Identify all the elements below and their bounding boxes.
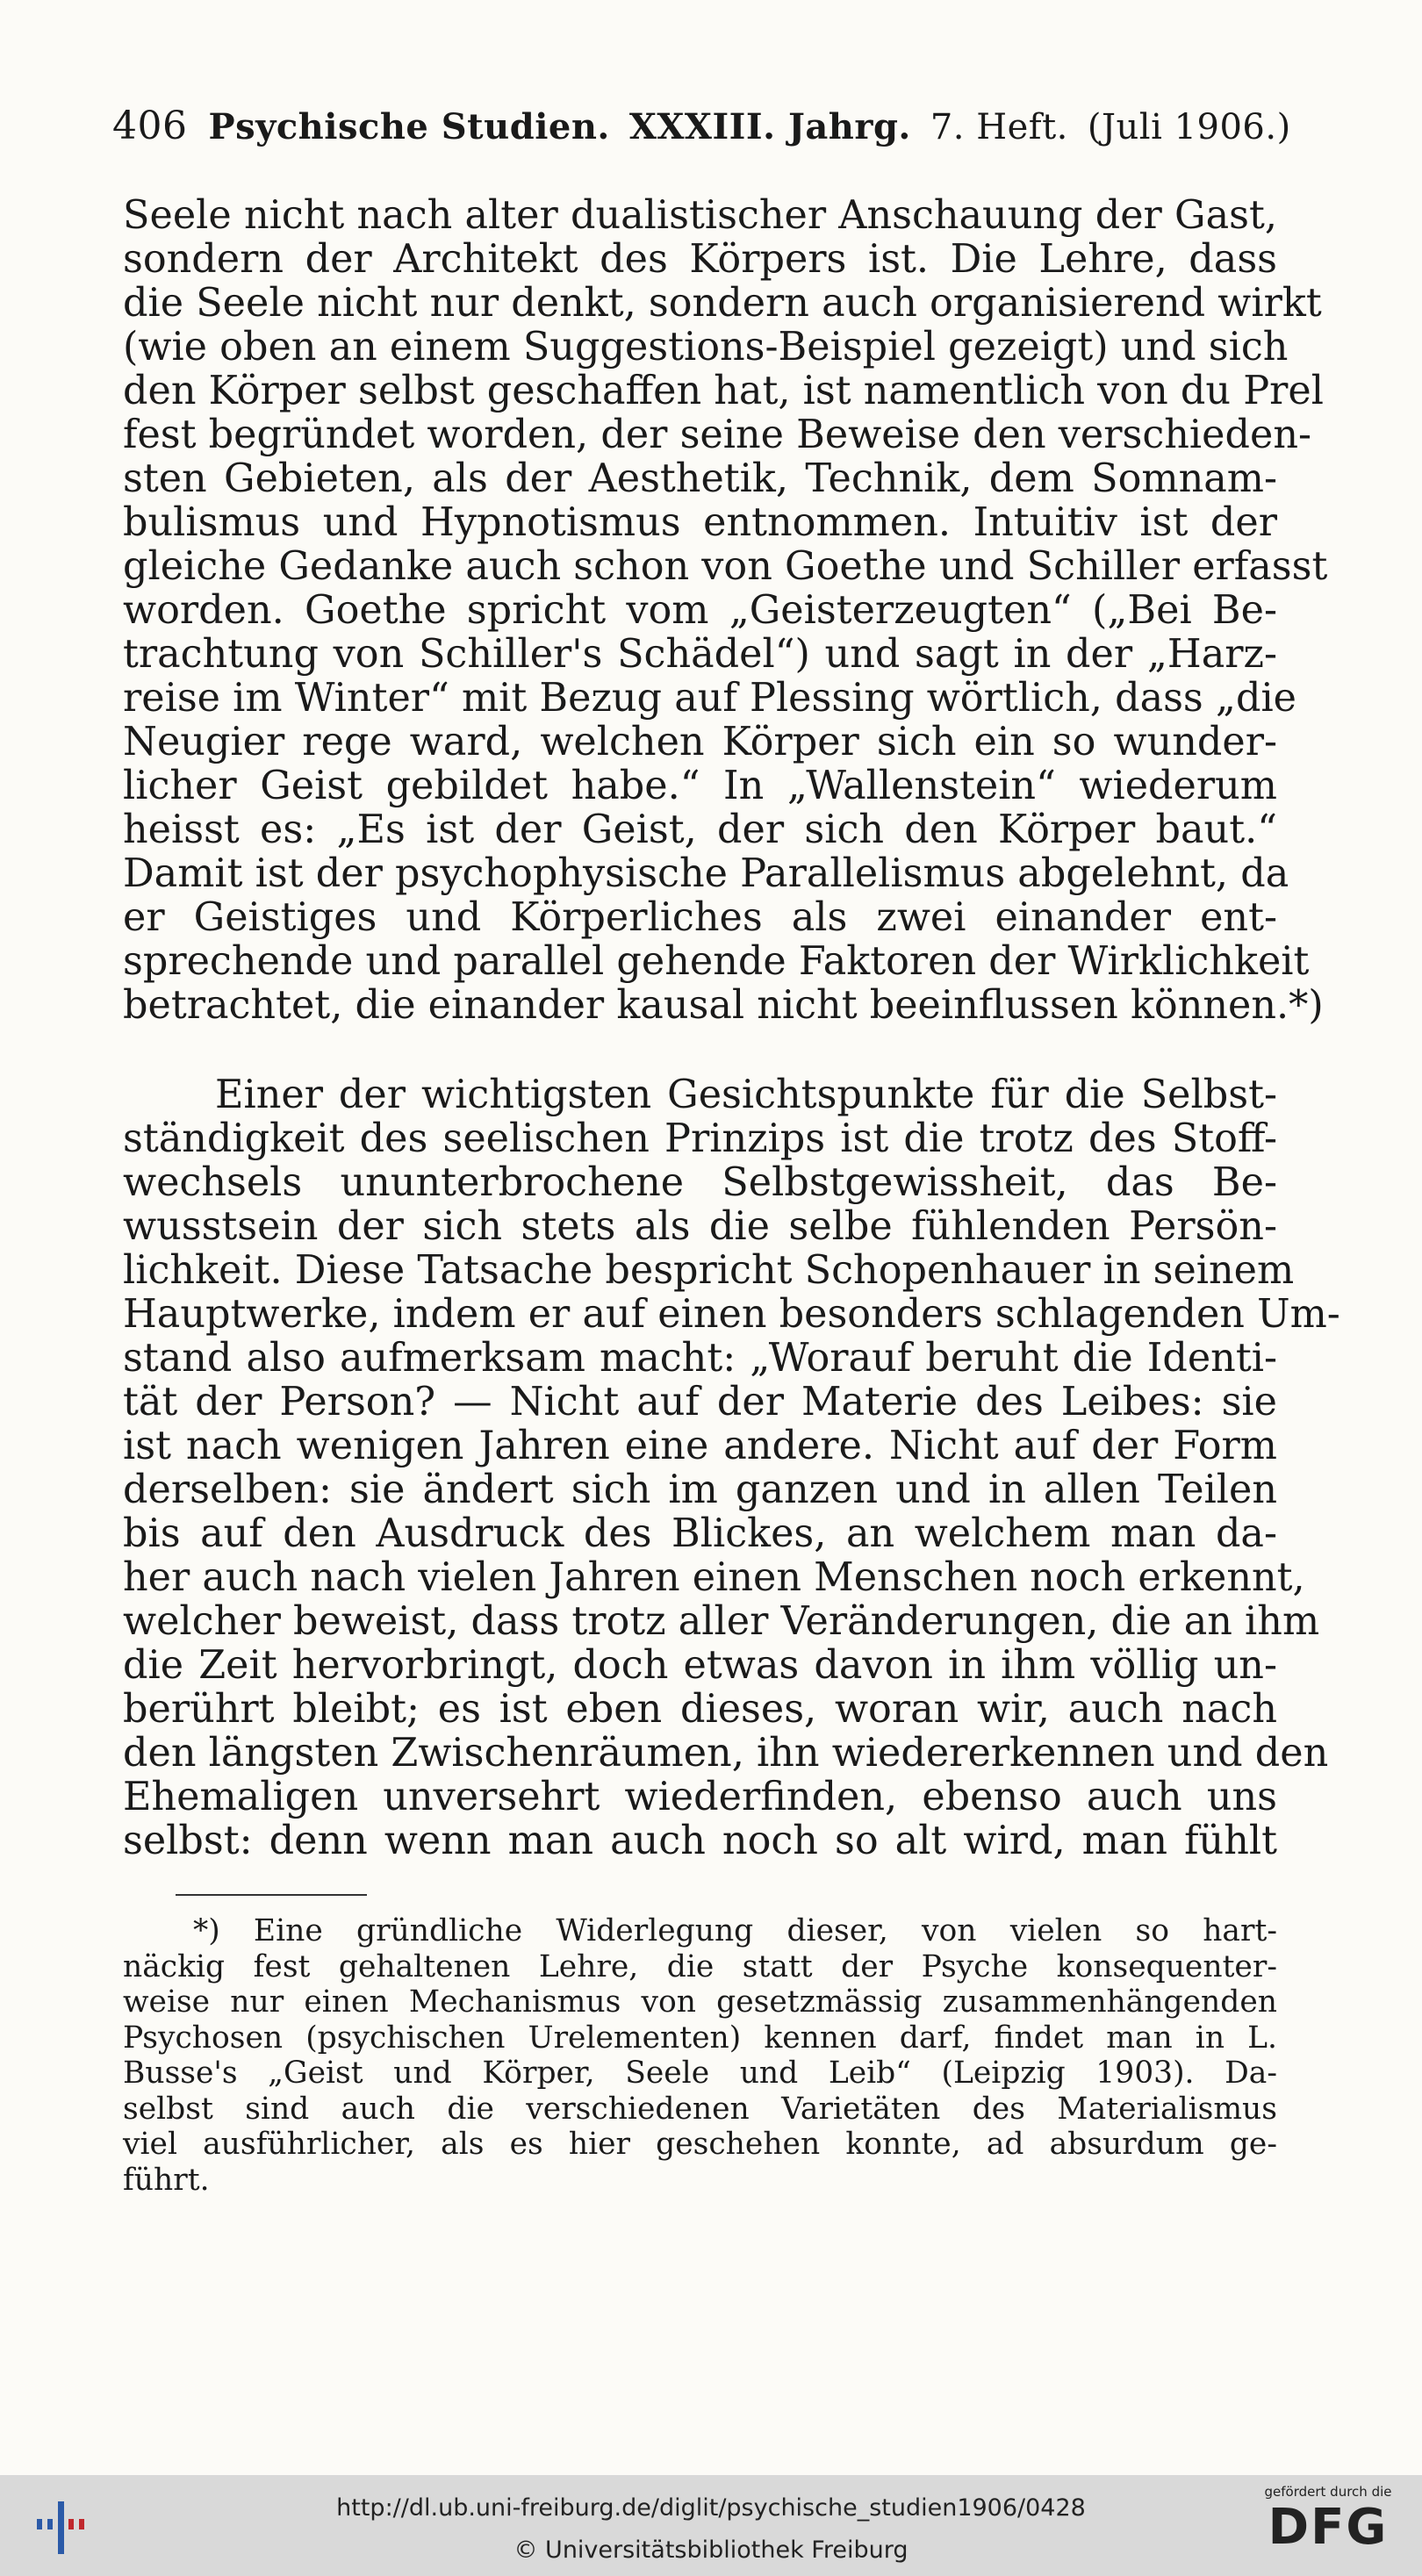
text-line: betrachtet, die einander kausal nicht beeinflussen können.*) [123, 983, 1324, 1028]
journal-title: Psychische Studien. [208, 106, 610, 147]
text-line: her auch nach vielen Jahren einen Menschen noch erkennt, [123, 1555, 1305, 1600]
text-line: Ehemaligen unversehrt wiederfinden, ebenso auch uns [123, 1775, 1277, 1819]
text-line: *) Eine gründliche Widerlegung dieser, von vielen so hart- [193, 1913, 1277, 1948]
paragraph-2 [123, 1073, 1340, 1863]
paragraph-1 [123, 193, 1328, 1028]
text-line: den längsten Zwischenräumen, ihn wiedererkennen und den [123, 1731, 1329, 1776]
running-header [112, 104, 1291, 148]
text-line: sondern der Architekt des Körpers ist. Die Lehre, dass [123, 237, 1277, 282]
footnote-divider [176, 1894, 367, 1896]
text-line: heisst es: „Es ist der Geist, der sich den Körper baut.“ [123, 807, 1277, 852]
text-line: selbst sind auch die verschiedenen Varietäten des Materialismus [123, 2091, 1277, 2127]
text-line: worden. Goethe spricht vom „Geisterzeugten“ („Bei Be- [123, 588, 1277, 633]
text-line: führt. [123, 2162, 210, 2198]
text-line: er Geistiges und Körperliches als zwei einander ent- [123, 895, 1277, 940]
text-line: sprechende und parallel gehende Faktoren der Wirklichkeit [123, 939, 1310, 984]
text-line: berührt bleibt; es ist eben dieses, woran wir, auch nach [123, 1687, 1277, 1732]
volume-label: XXXIII. Jahrg. [628, 106, 911, 147]
text-line: Damit ist der psychophysische Parallelismus abgelehnt, da [123, 851, 1289, 896]
permalink-url[interactable]: http://dl.ub.uni-freiburg.de/diglit/psychische_studien1906/0428 [336, 2494, 1086, 2522]
dfg-logo [1253, 2484, 1403, 2572]
copyright-notice: © Universitätsbibliothek Freiburg [514, 2537, 908, 2564]
text-line: lichkeit. Diese Tatsache bespricht Schopenhauer in seinem [123, 1248, 1295, 1293]
viewer-footer [0, 2475, 1422, 2576]
text-line: Psychosen (psychischen Urelementen) kennen darf, findet man in L. [123, 2020, 1277, 2056]
text-line: Busse's „Geist und Körper, Seele und Leib“ (Leipzig 1903). Da- [123, 2056, 1277, 2091]
text-line: reise im Winter“ mit Bezug auf Plessing wörtlich, dass „die [123, 676, 1297, 721]
text-line: sten Gebieten, als der Aesthetik, Technik, dem Somnam- [123, 456, 1277, 501]
text-line: wusstsein der sich stets als die selbe fühlenden Persön- [123, 1204, 1277, 1249]
text-line: wechsels ununterbrochene Selbstgewissheit, das Be- [123, 1160, 1277, 1205]
text-line: näckig fest gehaltenen Lehre, die statt der Psyche konsequenter- [123, 1948, 1277, 1984]
dfg-logo-text: DFG [1268, 2499, 1389, 2556]
text-line: weise nur einen Mechanismus von gesetzmässig zusammenhängenden [123, 1984, 1277, 2020]
text-line: trachtung von Schiller's Schädel“) und sagt in der „Harz- [123, 632, 1277, 677]
text-line: Seele nicht nach alter dualistischer Anschauung der Gast, [123, 193, 1277, 238]
footnote [123, 1913, 1277, 2198]
text-line: welcher beweist, dass trotz aller Veränderungen, die an ihm [123, 1599, 1320, 1644]
text-line: Neugier rege ward, welchen Körper sich ein so wunder- [123, 720, 1277, 764]
text-line: ständigkeit des seelischen Prinzips ist die trotz des Stoff- [123, 1116, 1277, 1161]
text-line: licher Geist gebildet habe.“ In „Wallenstein“ wiederum [123, 764, 1277, 808]
text-line: den Körper selbst geschaffen hat, ist namentlich von du Prel [123, 369, 1324, 413]
text-line: gleiche Gedanke auch schon von Goethe und Schiller erfasst [123, 544, 1328, 589]
text-line: derselben: sie ändert sich im ganzen und in allen Teilen [123, 1467, 1277, 1512]
text-line: bulismus und Hypnotismus entnommen. Intuitiv ist der [123, 500, 1277, 545]
issue-label: 7. Heft. [930, 107, 1068, 147]
dfg-sponsor-text: gefördert durch die [1264, 2484, 1392, 2500]
text-line: viel ausführlicher, als es hier geschehen konnte, ad absurdum ge- [123, 2127, 1277, 2162]
page-number: 406 [112, 104, 188, 148]
text-line: tät der Person? — Nicht auf der Materie des Leibes: sie [123, 1380, 1277, 1424]
date-label: (Juli 1906.) [1087, 107, 1291, 147]
text-line: die Seele nicht nur denkt, sondern auch organisierend wirkt [123, 281, 1322, 326]
text-line: selbst: denn wenn man auch noch so alt wird, man fühlt [123, 1819, 1277, 1863]
text-line: die Zeit hervorbringt, doch etwas davon in ihm völlig un- [123, 1643, 1277, 1688]
text-line: Hauptwerke, indem er auf einen besonders schlagenden Um- [123, 1292, 1340, 1337]
text-line: ist nach wenigen Jahren eine andere. Nicht auf der Form [123, 1424, 1277, 1468]
text-line: fest begründet worden, der seine Beweise den verschieden- [123, 413, 1312, 457]
text-line: Einer der wichtigsten Gesichtspunkte für die Selbst- [215, 1073, 1277, 1117]
text-line: bis auf den Ausdruck des Blickes, an welchem man da- [123, 1511, 1277, 1556]
text-line: (wie oben an einem Suggestions-Beispiel gezeigt) und sich [123, 325, 1289, 370]
text-line: stand also aufmerksam macht: „Worauf beruht die Identi- [123, 1336, 1277, 1381]
